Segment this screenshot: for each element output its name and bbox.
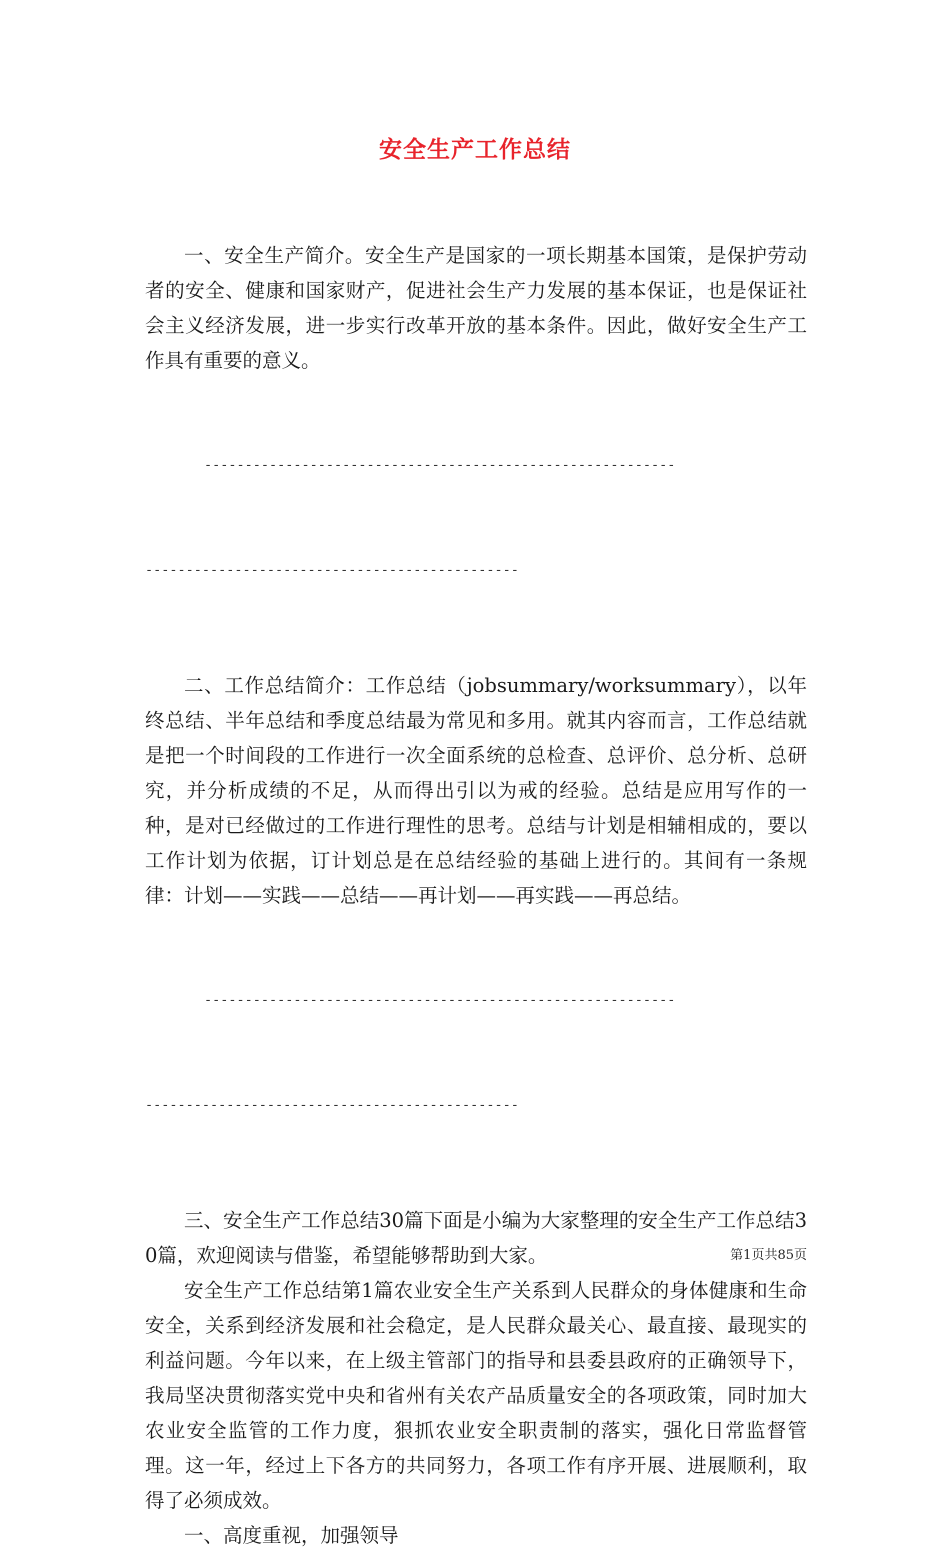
separator-line [145,378,807,658]
separator-line-1: ---------------------------------------------------------- [204,457,676,473]
paragraph-safety-intro: 一、安全生产简介。安全生产是国家的一项长期基本国策，是保护劳动者的安全、健康和国家财产，促进社会生产力发展的基本保证，也是保证社会主义经济发展，进一步实行改革开放的基本条件。因此，做好安全生产工作具有重要的意义。 [145,244,807,372]
page-number: 第1页共85页 [730,1248,807,1263]
document-body [145,238,807,1553]
paragraph-heading-one: 一、高度重视，加强领导 [184,1524,399,1547]
separator-line [145,913,807,1193]
separator-line-1: ---------------------------------------------------------- [204,992,676,1008]
document-title: 安全生产工作总结 [379,136,571,163]
paragraph-section-three: 三、安全生产工作总结30篇下面是小编为大家整理的安全生产工作总结30篇，欢迎阅读与借鉴，希望能够帮助到大家。 [145,1209,807,1267]
separator-line-2: ---------------------------------------------- [145,1097,519,1113]
paragraph-work-summary-intro: 二、工作总结简介：工作总结（jobsummary/worksummary），以年终总结、半年总结和季度总结最为常见和多用。就其内容而言，工作总结就是把一个时间段的工作进行一次全面系统的总检查、总评价、总分析、总研究，并分析成绩的不足，从而得出引以为戒的经验。总结是应用写作的一种，是对已经做过的工作进行理性的思考。总结与计划是相辅相成的，要以工作计划为依据，订计划总是在总结经验的基础上进行的。其间有一条规律：计划——实践——总结——再计划——再实践——再总结。 [145,674,807,907]
paragraph-article-one: 安全生产工作总结第1篇农业安全生产关系到人民群众的身体健康和生命安全，关系到经济发展和社会稳定，是人民群众最关心、最直接、最现实的利益问题。今年以来，在上级主管部门的指导和县委县政府的正确领导下，我局坚决贯彻落实党中央和省州有关农产品质量安全的各项政策，同时加大农业安全监管的工作力度，狠抓农业安全职责制的落实，强化日常监督管理。这一年，经过上下各方的共同努力，各项工作有序开展、进展顺利，取得了必须成效。 [145,1279,807,1512]
separator-line-2: ---------------------------------------------- [145,562,519,578]
